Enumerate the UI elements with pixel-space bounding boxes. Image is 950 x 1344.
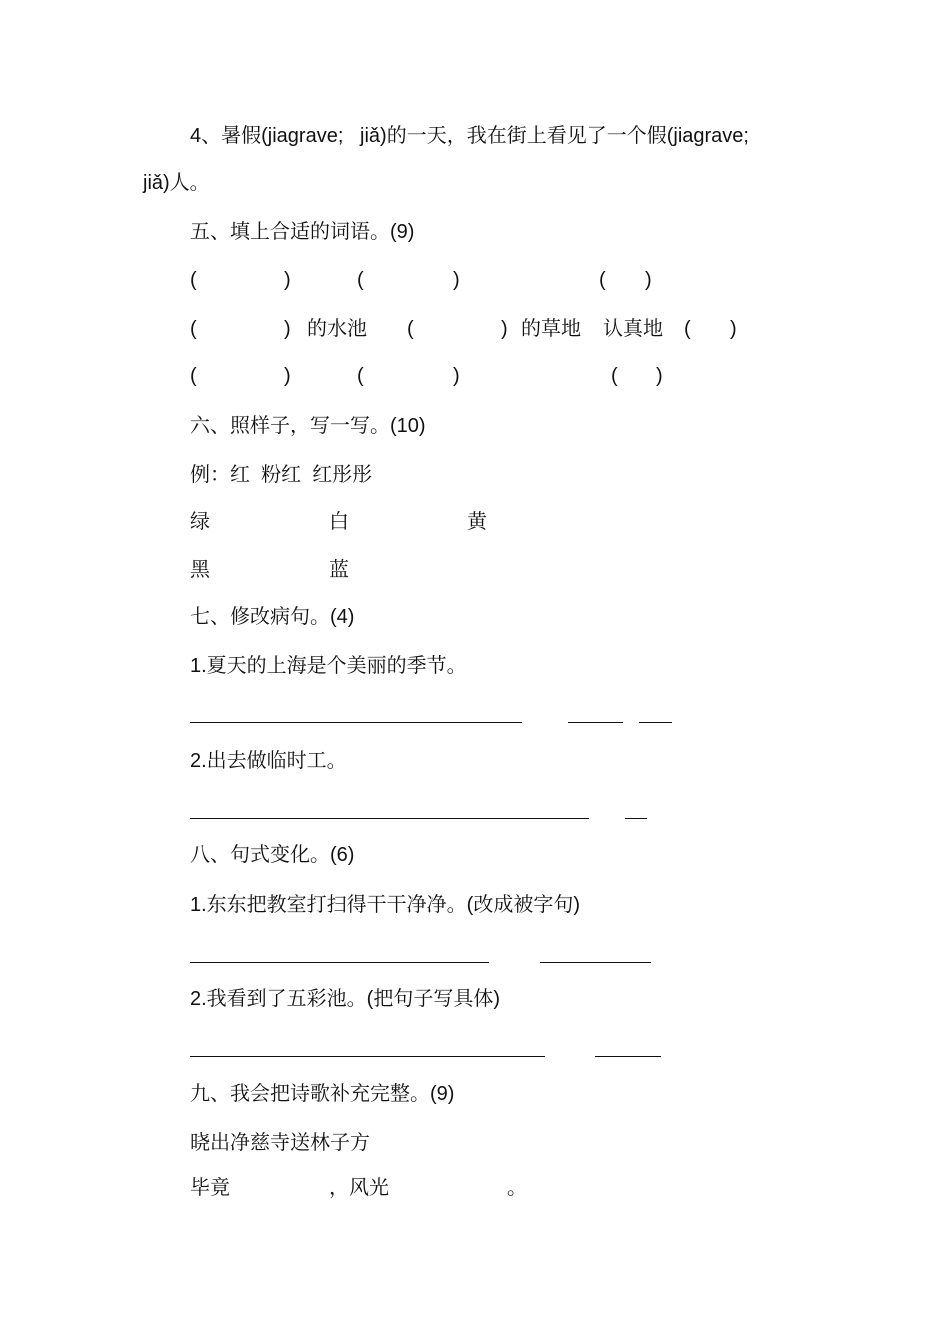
- answer-underline: [639, 722, 672, 723]
- paren-open: (: [190, 269, 197, 291]
- sentence-1: 1.夏天的上海是个美丽的季节。: [190, 655, 467, 677]
- paren-close: ): [453, 365, 460, 387]
- poem-word-fengguang: ，风光: [329, 1177, 389, 1199]
- sentence-2: 2.出去做临时工。: [190, 750, 347, 772]
- paren-close: ): [284, 318, 291, 340]
- paren-close: ): [501, 318, 508, 340]
- section-5-heading: 五、填上合适的词语。(9): [190, 221, 415, 243]
- paren-close: ): [284, 269, 291, 291]
- paren-close: ): [284, 365, 291, 387]
- section-9-heading: 九、我会把诗歌补充完整。(9): [190, 1083, 455, 1105]
- paren-close: ): [453, 269, 460, 291]
- char-yellow: 黄: [467, 511, 487, 533]
- poem-period: 。: [507, 1177, 527, 1199]
- paren-open: (: [407, 318, 414, 340]
- word-carefully: 认真地: [603, 318, 663, 340]
- section-6-heading: 六、照样子，写一写。(10): [190, 415, 426, 437]
- example-line: 例：红 粉红 红彤彤: [190, 464, 373, 486]
- paren-close: ): [645, 269, 652, 291]
- paren-open: (: [599, 269, 606, 291]
- transform-2: 2.我看到了五彩池。(把句子写具体): [190, 988, 500, 1010]
- section-8-heading: 八、句式变化。(6): [190, 844, 355, 866]
- paren-open: (: [190, 365, 197, 387]
- paren-open: (: [357, 269, 364, 291]
- paren-open: (: [357, 365, 364, 387]
- char-black: 黑: [190, 559, 210, 581]
- answer-underline: [190, 1056, 545, 1057]
- q4-line-1: 4、暑假(jiagrave; jiǎ)的一天，我在街上看见了一个假(jiagrave;: [190, 125, 749, 147]
- answer-underline: [190, 722, 522, 723]
- word-pool: 的水池: [307, 318, 367, 340]
- char-blue: 蓝: [329, 559, 349, 581]
- paren-close: ): [730, 318, 737, 340]
- answer-underline: [190, 818, 589, 819]
- answer-underline: [540, 962, 651, 963]
- char-green: 绿: [190, 511, 210, 533]
- paren-open: (: [611, 365, 618, 387]
- paren-open: (: [684, 318, 691, 340]
- section-7-heading: 七、修改病句。(4): [190, 606, 355, 628]
- poem-title: 晓出净慈寺送林子方: [190, 1132, 370, 1154]
- paren-open: (: [190, 318, 197, 340]
- answer-underline: [190, 962, 489, 963]
- answer-underline: [568, 722, 623, 723]
- answer-underline: [625, 818, 647, 819]
- word-lawn: 的草地: [521, 318, 581, 340]
- q4-line-2: jiǎ)人。: [143, 172, 210, 194]
- poem-word-bijing: 毕竟: [190, 1177, 230, 1199]
- answer-underline: [595, 1056, 661, 1057]
- paren-close: ): [656, 365, 663, 387]
- char-white: 白: [329, 511, 349, 533]
- transform-1: 1.东东把教室打扫得干干净净。(改成被字句): [190, 894, 580, 916]
